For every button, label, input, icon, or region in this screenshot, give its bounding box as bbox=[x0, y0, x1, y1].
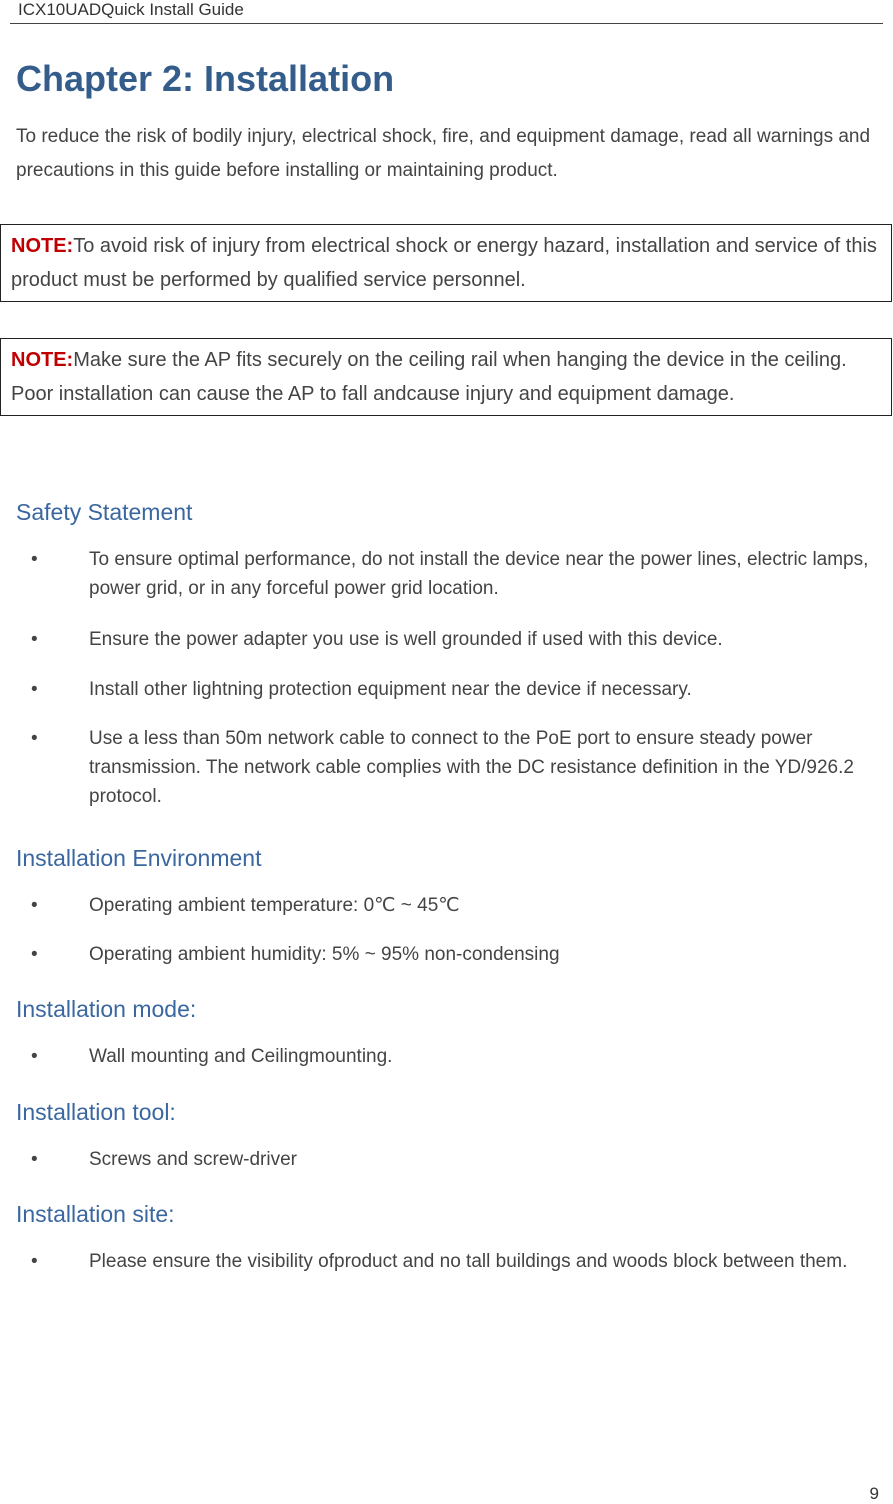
list-item: • Ensure the power adapter you use is well grounded if used with this device. bbox=[89, 625, 884, 654]
chapter-title: Chapter 2: Installation bbox=[16, 58, 395, 99]
list-item: • Please ensure the visibility ofproduct and no tall buildings and woods block between them. bbox=[89, 1247, 884, 1276]
section-heading-installation-mode: Installation mode: bbox=[16, 996, 197, 1022]
note-text: To avoid risk of injury from electrical shock or energy hazard, installation and service of this product must be performed by qualified service personnel. bbox=[11, 235, 877, 291]
note-box-electrical bbox=[0, 224, 892, 302]
list-item: • Wall mounting and Ceilingmounting. bbox=[89, 1042, 884, 1071]
running-header: ICX10UADQuick Install Guide bbox=[18, 0, 244, 19]
section-heading-installation-tool: Installation tool: bbox=[16, 1099, 176, 1125]
list-item: • To ensure optimal performance, do not install the device near the power lines, electric lamps, power grid, or in any forceful power grid location. bbox=[89, 545, 884, 603]
list-item: • Screws and screw-driver bbox=[89, 1145, 884, 1174]
section-heading-installation-environment: Installation Environment bbox=[16, 845, 262, 871]
list-item: • Use a less than 50m network cable to connect to the PoE port to ensure steady power transmission. The network cable complies with the DC resistance definition in the YD/926.2 protocol. bbox=[89, 724, 884, 811]
section-heading-installation-site: Installation site: bbox=[16, 1201, 175, 1227]
header-divider bbox=[10, 23, 883, 24]
list-item: • Operating ambient temperature: 0℃ ~ 45℃ bbox=[89, 891, 884, 920]
intro-paragraph: To reduce the risk of bodily injury, electrical shock, fire, and equipment damage, read all warnings and precautions in this guide before installing or maintaining product. bbox=[16, 126, 871, 181]
page-number: 9 bbox=[869, 1484, 879, 1503]
note-label: NOTE: bbox=[11, 349, 74, 371]
note-box-ceiling bbox=[0, 338, 892, 416]
list-item: • Install other lightning protection equipment near the device if necessary. bbox=[89, 675, 884, 704]
note-label: NOTE: bbox=[11, 235, 74, 257]
section-heading-safety-statement: Safety Statement bbox=[16, 499, 193, 525]
note-text: Make sure the AP fits securely on the ceiling rail when hanging the device in the ceiling. Poor installation can cause the AP to fall andcause injury and equipment damage. bbox=[11, 349, 847, 405]
list-item: • Operating ambient humidity: 5% ~ 95% non-condensing bbox=[89, 940, 884, 969]
